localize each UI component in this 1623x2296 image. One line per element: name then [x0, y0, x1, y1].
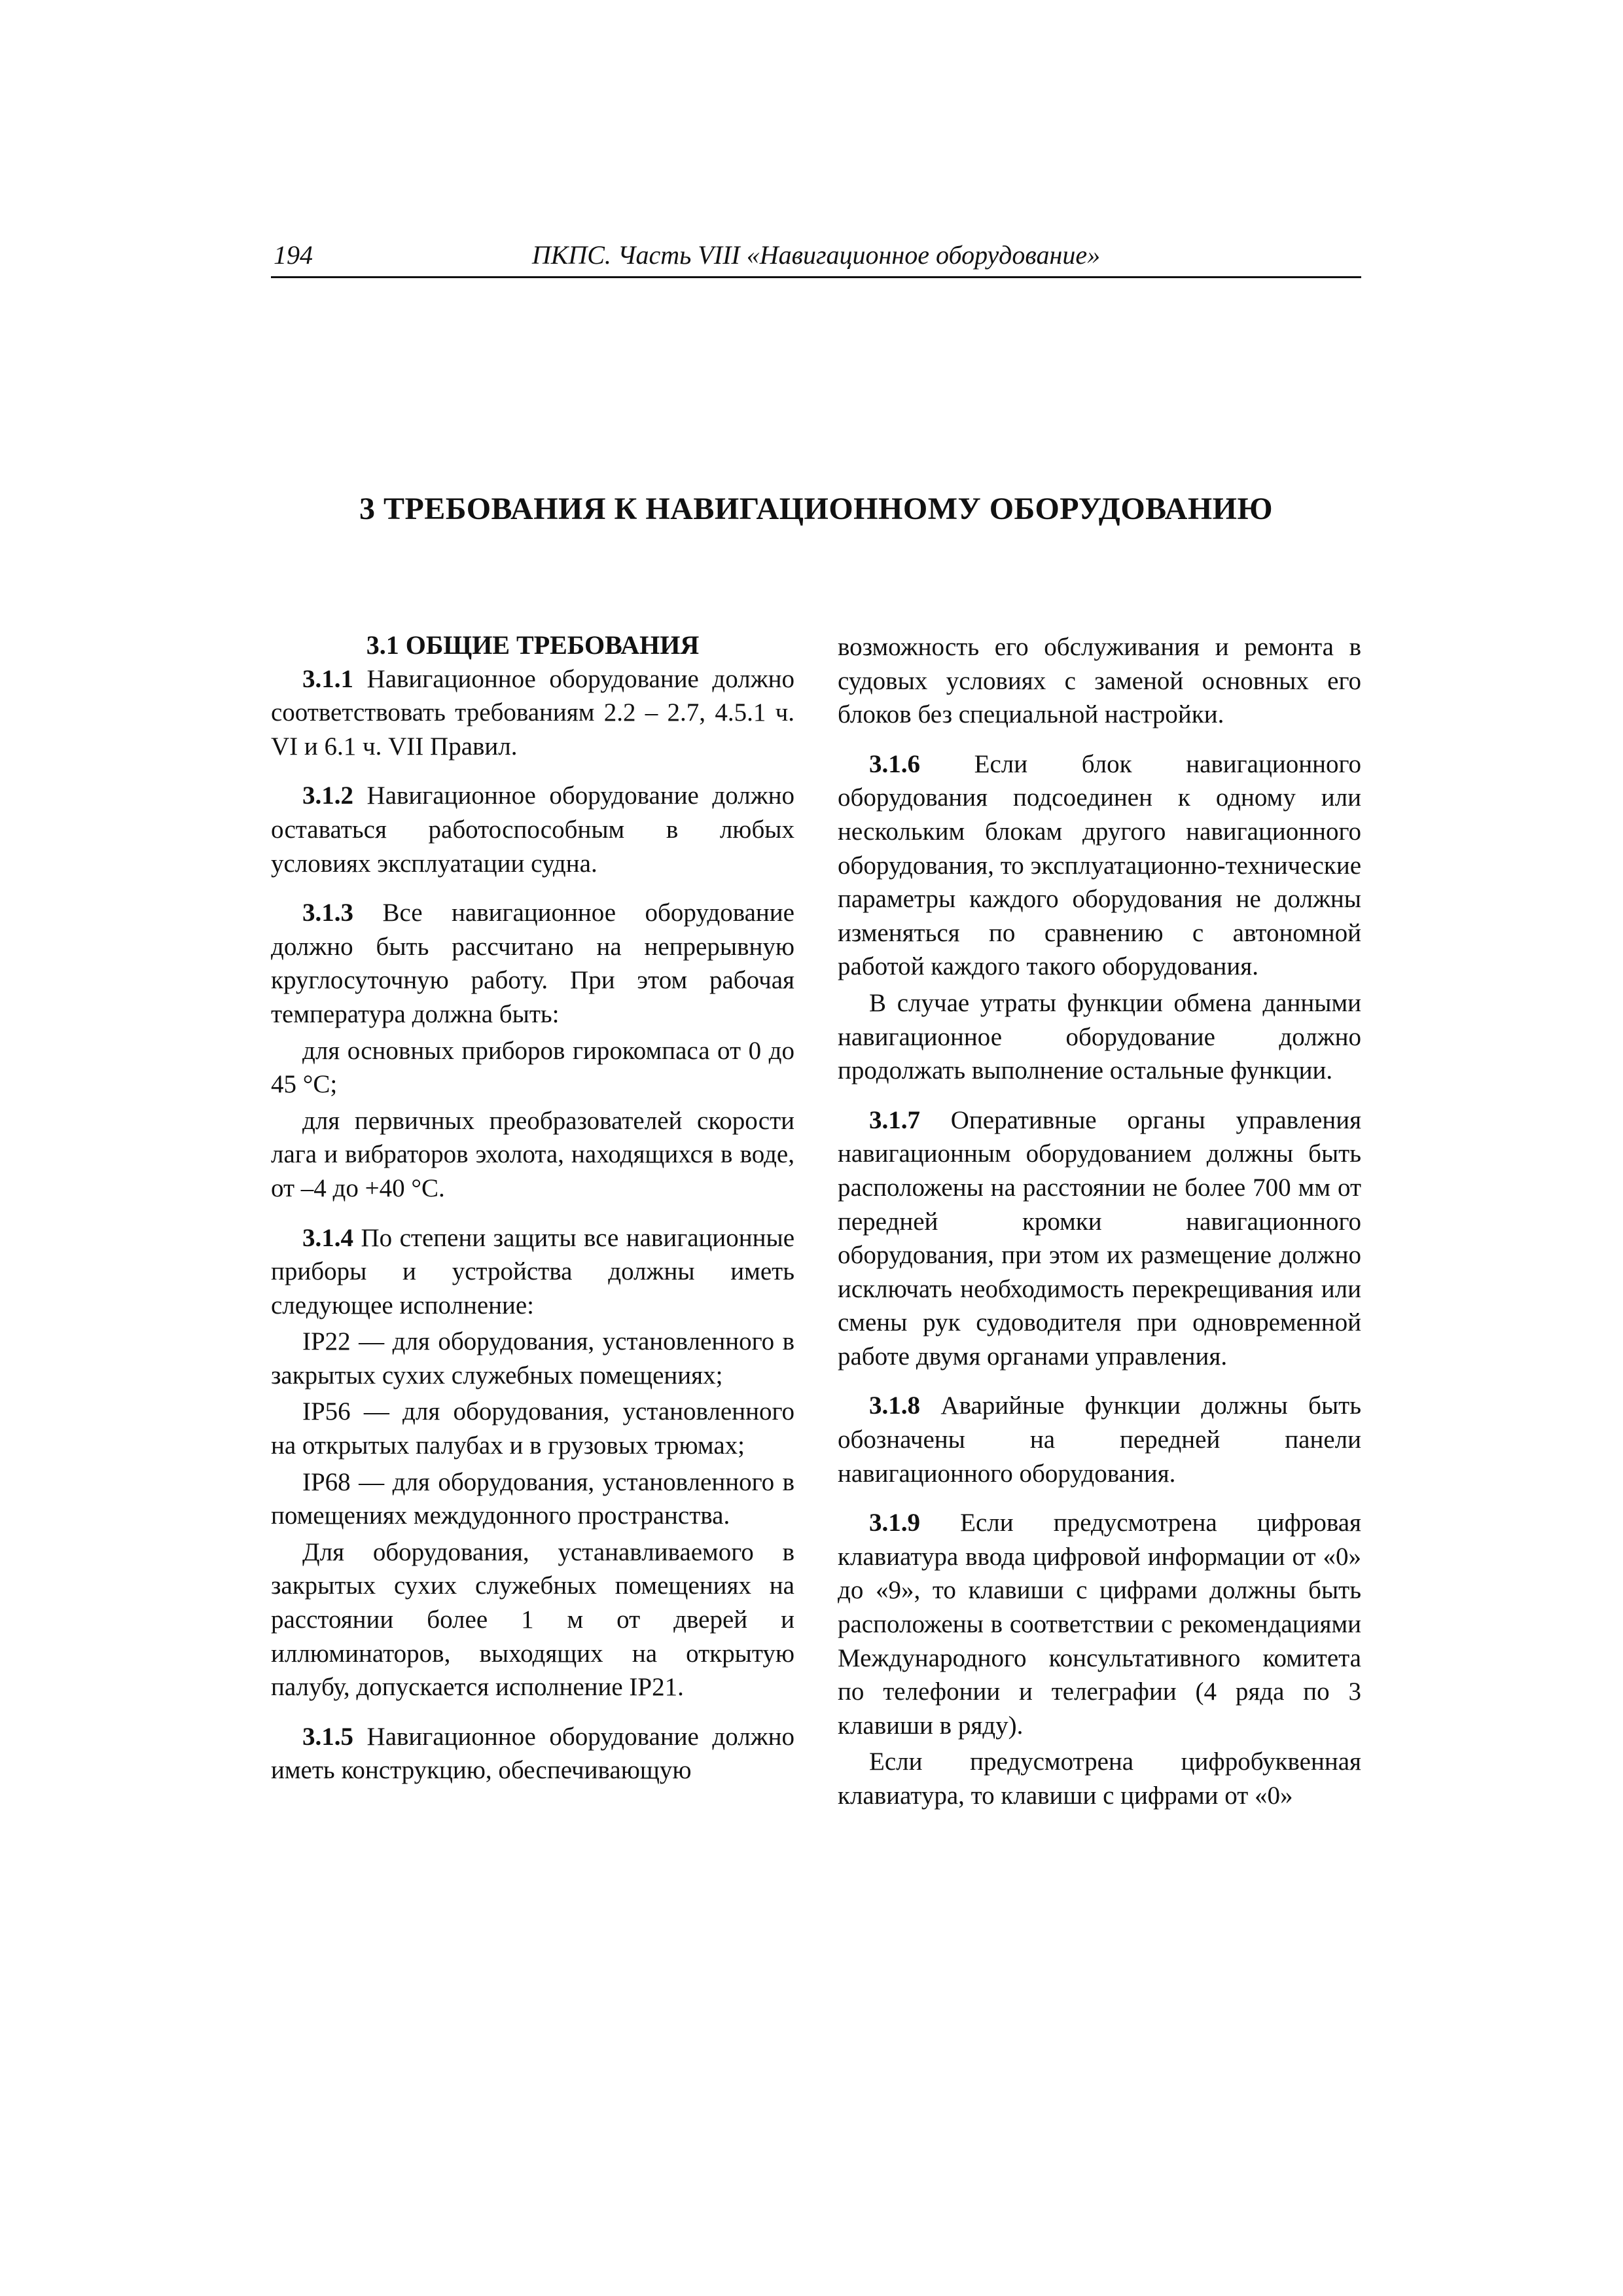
- list-item: для основных приборов гирокомпаса от 0 до 45 °С;: [271, 1036, 794, 1099]
- list-item: IP22 — для оборудования, установленного в закрытых сухих служебных помещениях;: [271, 1327, 794, 1390]
- clause-text: Оперативные органы управления навигационным оборудованием должны быть расположены на расстоянии не более 700 мм от передней кромки навигационного оборудования, при этом их размещение должно исключать необходимость перекрещивания или смены рук судоводителя при одновременной работе двумя органами управления.: [838, 1105, 1362, 1371]
- paragraph-3-1-1: [271, 662, 794, 764]
- paragraph-3-1-2: [271, 779, 794, 880]
- clause-text: Все навигационное оборудование должно быть рассчитано на непрерывную круглосуточную работу. При этом рабочая температура должна быть:: [271, 899, 794, 1028]
- list-item: для первичных преобразователей скорости лага и вибраторов эхолота, находящихся в воде, от –4 до +40 °С.: [271, 1106, 794, 1202]
- paragraph-3-1-3: [271, 896, 794, 1031]
- clause-number: 3.1.7: [869, 1105, 920, 1134]
- paragraph-text: Для оборудования, устанавливаемого в закрытых сухих служебных помещениях на расстоянии более 1 м от дверей и иллюминаторов, выходящих на открытую палубу, допускается исполнение IP21.: [271, 1537, 794, 1702]
- clause-text: Аварийные функции должны быть обозначены на передней панели навигационного оборудования.: [838, 1391, 1362, 1488]
- clause-number: 3.1.9: [869, 1509, 920, 1537]
- paragraph-3-1-9: [838, 1506, 1361, 1742]
- right-column: [838, 630, 1361, 1813]
- clause-text: По степени защиты все навигационные приборы и устройства должны иметь следующее исполнение:: [271, 1223, 794, 1319]
- chapter-title: 3 ТРЕБОВАНИЯ К НАВИГАЦИОННОМУ ОБОРУДОВАНИЮ: [359, 492, 1274, 526]
- section-title: 3.1 ОБЩИЕ ТРЕБОВАНИЯ: [366, 630, 700, 660]
- paragraph-3-1-6: [838, 747, 1361, 984]
- clause-number: 3.1.4: [302, 1223, 353, 1252]
- list-item: IP68 — для оборудования, установленного в помещениях междудонного пространства.: [271, 1467, 794, 1530]
- paragraph-3-1-4: [271, 1221, 794, 1323]
- page-header: [271, 237, 1361, 278]
- clause-text: Если блок навигационного оборудования подсоединен к одному или нескольким блокам другого навигационного оборудования, то эксплуатационно-технические параметры каждого оборудования не должны изменяться по сравнению с автономной работой каждого такого оборудования.: [838, 749, 1361, 981]
- clause-number: 3.1.2: [302, 781, 353, 810]
- running-title: ПКПС. Часть VIII «Навигационное оборудование»: [531, 240, 1101, 270]
- paragraph-3-1-7: [838, 1103, 1361, 1374]
- clause-number: 3.1.6: [869, 749, 920, 778]
- list-item: IP56 — для оборудования, установленного на открытых палубах и в грузовых трюмах;: [271, 1397, 794, 1460]
- clause-number: 3.1.5: [302, 1722, 353, 1751]
- page-number: 194: [274, 240, 313, 270]
- clause-text: Если предусмотрена цифровая клавиатура ввода цифровой информации от «0» до «9», то клавиши с цифрами должны быть расположены в соответствии с рекомендациями Международного консультативного комитета по телефонии и телеграфии (4 ряда по 3 клавиши в ряду).: [838, 1509, 1361, 1740]
- paragraph-3-1-5: [271, 1720, 794, 1787]
- paragraph-3-1-8: [838, 1389, 1361, 1490]
- paragraph-continuation: возможность его обслуживания и ремонта в судовых условиях с заменой основных его блоков без специальной настройки.: [838, 633, 1361, 729]
- clause-text: Навигационное оборудование должно соответствовать требованиям 2.2 – 2.7, 4.5.1 ч. VI и 6.1 ч. VII Правил.: [271, 664, 795, 761]
- clause-text: Навигационное оборудование должно иметь конструкцию, обеспечивающую: [271, 1722, 795, 1785]
- clause-text: Навигационное оборудование должно оставаться работоспособным в любых условиях эксплуатации судна.: [271, 781, 795, 878]
- clause-number: 3.1.3: [302, 899, 353, 927]
- left-column: [271, 628, 794, 1787]
- paragraph-text: Если предусмотрена цифробуквенная клавиатура, то клавиши с цифрами от «0»: [838, 1748, 1361, 1810]
- clause-number: 3.1.1: [302, 664, 353, 693]
- paragraph-text: В случае утраты функции обмена данными навигационное оборудование должно продолжать выполнение остальные функции.: [838, 988, 1361, 1085]
- clause-number: 3.1.8: [869, 1391, 920, 1420]
